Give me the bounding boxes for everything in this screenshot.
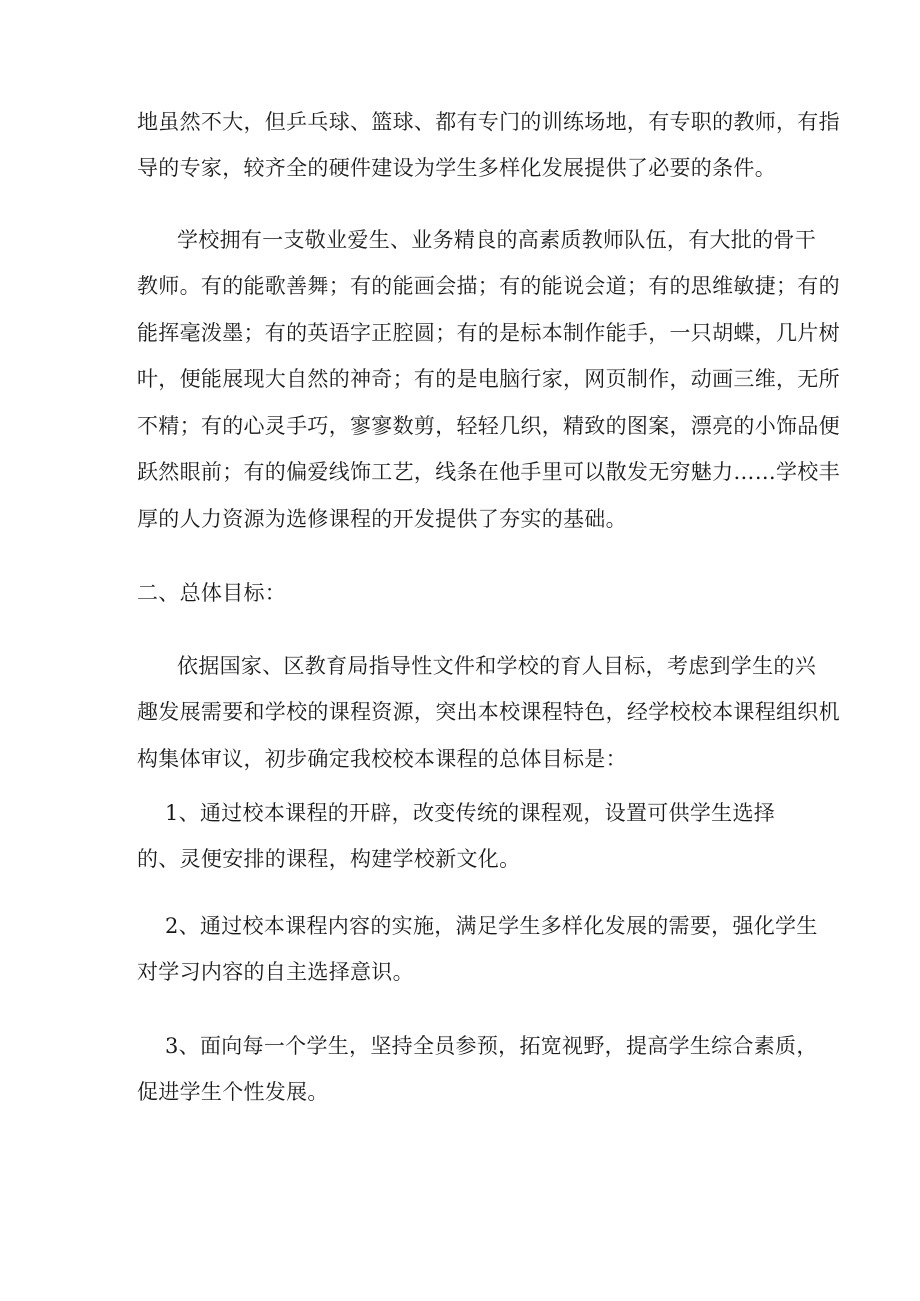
paragraph-line: 趣发展需要和学校的课程资源，突出本校课程特色，经学校校本课程组织机 — [137, 700, 840, 724]
paragraph-line: 厚的人力资源为选修课程的开发提供了夯实的基础。 — [137, 507, 627, 531]
paragraph-line: 构集体审议，初步确定我校校本课程的总体目标是： — [137, 747, 627, 771]
paragraph-line: 地虽然不大，但乒乓球、篮球、都有专门的训练场地，有专职的教师，有指 — [137, 110, 840, 134]
goal-item-line: 促进学生个性发展。 — [137, 1080, 329, 1104]
paragraph-line: 依据国家、区教育局指导性文件和学校的育人目标，考虑到学生的兴 — [177, 654, 816, 678]
paragraph-line: 不精；有的心灵手巧，寥寥数剪，轻轻几织，精致的图案，漂亮的小饰品便 — [137, 414, 840, 438]
section-heading: 二、总体目标： — [137, 581, 287, 605]
paragraph-line: 学校拥有一支敬业爱生、业务精良的高素质教师队伍，有大批的骨干 — [177, 228, 816, 252]
goal-item-line: 对学习内容的自主选择意识。 — [137, 960, 414, 984]
paragraph-line: 跃然眼前；有的偏爱线饰工艺，线条在他手里可以散发无穷魅力……学校丰 — [137, 460, 840, 484]
paragraph-line: 能挥毫泼墨；有的英语字正腔圆；有的是标本制作能手，一只胡蝶，几片树 — [137, 321, 840, 345]
goal-item-line: 的、灵便安排的课程，构建学校新文化。 — [137, 847, 521, 871]
goal-item-line: 2、通过校本课程内容的实施，满足学生多样化发展的需要，强化学生 — [165, 914, 818, 938]
paragraph-line: 导的专家，较齐全的硬件建设为学生多样化发展提供了必要的条件。 — [137, 156, 776, 180]
paragraph-line: 叶，便能展现大自然的神奇；有的是电脑行家，网页制作，动画三维，无所 — [137, 367, 840, 391]
goal-item-line: 1、通过校本课程的开辟，改变传统的课程观，设置可供学生选择 — [165, 801, 776, 825]
goal-item-line: 3、面向每一个学生，坚持全员参预，拓宽视野，提高学生综合素质， — [165, 1034, 818, 1058]
paragraph-line: 教师。有的能歌善舞；有的能画会描；有的能说会道；有的思维敏捷；有的 — [137, 274, 840, 298]
